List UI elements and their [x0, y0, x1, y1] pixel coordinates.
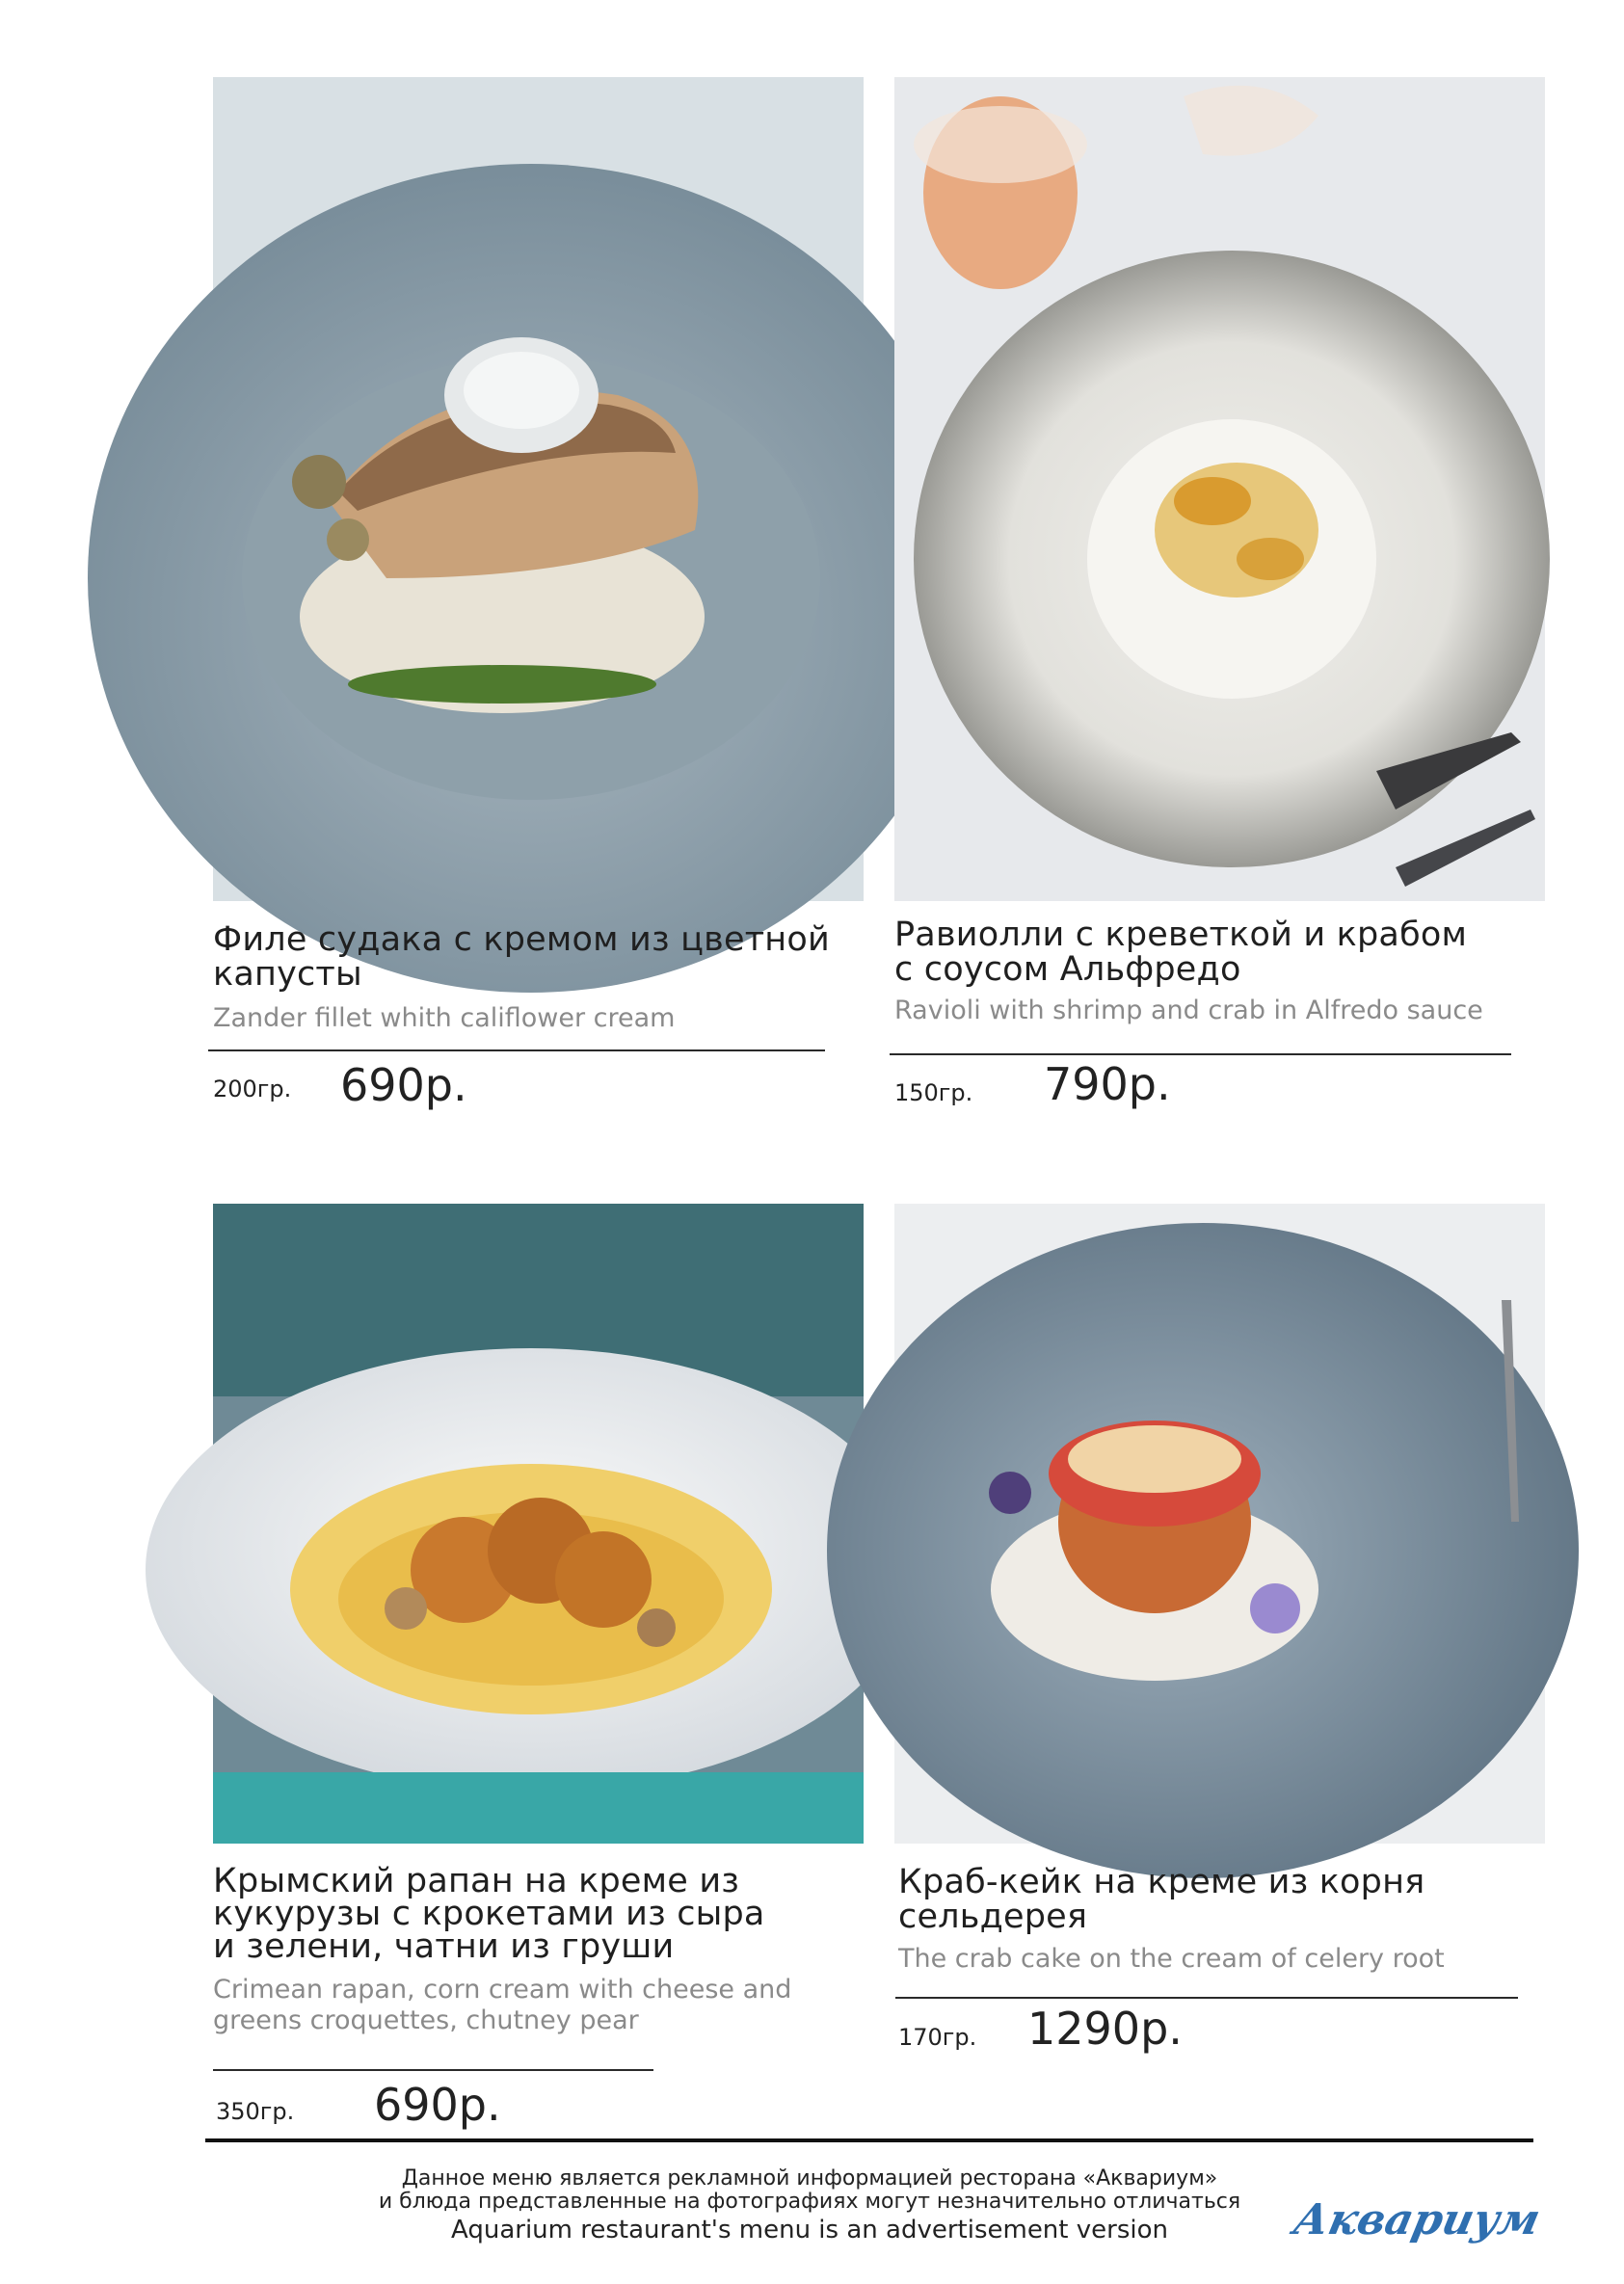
disclaimer-line: Данное меню является рекламной информацией ресторана «Аквариум»	[401, 2166, 1218, 2191]
divider	[890, 1053, 1511, 1055]
disclaimer-line-english: Aquarium restaurant's menu is an advertisement version	[451, 2216, 1168, 2244]
dish-title-line: Краб-кейк на креме из корня	[898, 1863, 1425, 1901]
divider	[208, 1049, 825, 1051]
dish-subtitle	[894, 996, 1483, 1025]
divider	[895, 1997, 1518, 1999]
dish-title-line: Крымский рапан на креме из	[213, 1862, 740, 1900]
aquarium-logo	[1289, 2166, 1545, 2263]
dish-title-line: и зелени, чатни из груши	[213, 1927, 675, 1966]
dish-title-line: сельдерея	[898, 1898, 1088, 1936]
dish-title	[213, 1862, 765, 1966]
dish-photo-crab-cake	[894, 1204, 1545, 1844]
dish-price: 1290р.	[1027, 2003, 1183, 2055]
dish-title-line: Филе судака с кремом из цветной	[213, 920, 830, 959]
footer-divider	[205, 2138, 1533, 2142]
dish-weight: 350гр.	[216, 2098, 295, 2125]
dish-weight: 200гр.	[213, 1076, 292, 1102]
dish-price: 690р.	[340, 1059, 467, 1111]
divider	[213, 2069, 653, 2071]
dish-title	[894, 917, 1467, 987]
dish-subtitle-line: greens croquettes, chutney pear	[213, 2005, 639, 2035]
dish-subtitle	[898, 1945, 1445, 1974]
logo-text: Аквариум	[1289, 2194, 1545, 2244]
dish-title-line: Равиолли с креветкой и крабом	[894, 916, 1468, 954]
dish-weight: 150гр.	[894, 1079, 973, 1106]
dish-subtitle-line: Zander fillet whith califlower cream	[213, 1003, 676, 1033]
dish-price: 690р.	[374, 2079, 501, 2131]
dish-title-line: кукурузы с крокетами из сыра	[213, 1895, 765, 1933]
dish-weight: 170гр.	[898, 2024, 977, 2051]
dish-photo-ravioli	[894, 77, 1545, 901]
dish-photo-rapan	[213, 1204, 864, 1844]
dish-title-line: капусты	[213, 955, 362, 994]
dish-price: 790р.	[1044, 1058, 1171, 1110]
dish-photo-zander	[213, 77, 864, 901]
dish-title-line: с соусом Альфредо	[894, 950, 1241, 989]
dish-subtitle	[213, 1975, 791, 2036]
dish-subtitle-line: Crimean rapan, corn cream with cheese and	[213, 1975, 792, 2005]
dish-subtitle-line: Ravioli with shrimp and crab in Alfredo sauce	[894, 996, 1483, 1025]
dish-subtitle	[213, 1004, 675, 1033]
disclaimer-line: и блюда представленные на фотографиях могут незначительно отличаться	[378, 2190, 1241, 2214]
dish-title	[898, 1865, 1424, 1934]
dish-subtitle-line: The crab cake on the cream of celery root	[898, 1944, 1445, 1974]
dish-title	[213, 922, 830, 992]
